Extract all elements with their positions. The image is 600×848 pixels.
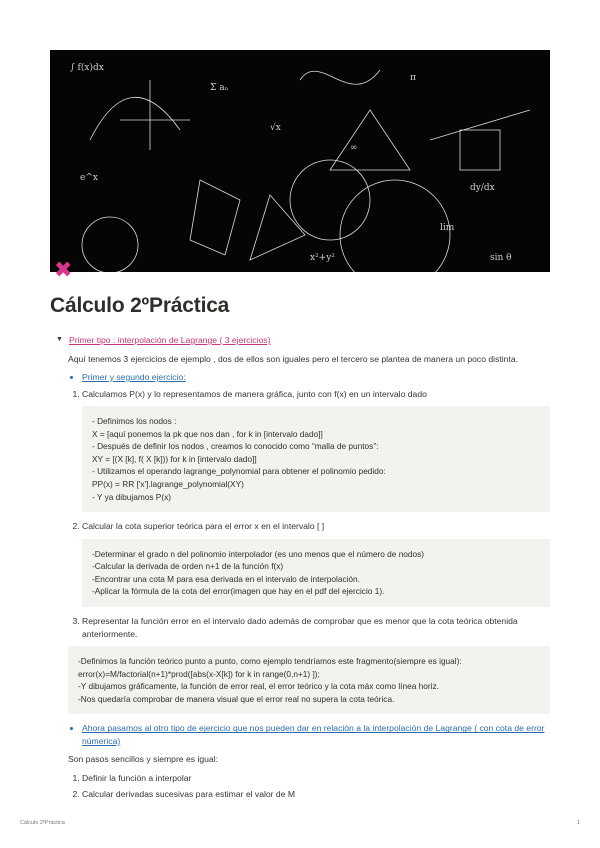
toggle-triangle-icon[interactable]: ▼ <box>56 336 63 343</box>
steps-list-2 <box>68 772 550 801</box>
code-line: -Aplicar la fórmula de la cota del error(imagen que hay en el pdf del ejercicio 1). <box>92 586 385 597</box>
bullet-list-2 <box>68 722 550 747</box>
page-number: 1 <box>576 820 580 826</box>
bullet-list <box>68 371 550 384</box>
step-1-text: Calculamos P(x) y lo representamos de manera gráfica, junto con f(x) en un intervalo dado <box>82 388 427 399</box>
code-line: - Definimos los nodos : <box>92 416 177 426</box>
cover-image <box>50 50 550 272</box>
cover-formula: √x <box>270 123 281 133</box>
code-block-3 <box>68 646 550 714</box>
code-line: - Y ya dibujamos P(x) <box>92 491 172 502</box>
code-block-1 <box>82 406 550 512</box>
footer-title: Cálculo 2ºPráctica <box>20 820 65 826</box>
cover-formula: dy/dx <box>470 183 495 193</box>
cover-formula: Σ aₙ <box>210 83 229 93</box>
toggle-title[interactable]: Primer tipo : interpolación de Lagrange ( 3 ejercicios) <box>69 335 271 345</box>
list-item: 1. Definir la función a interpolar <box>82 772 550 785</box>
code-line: -Y dibujamos gráficamente, la función de error real, el error teórico y la cota máx como línea horiz. <box>78 681 439 692</box>
toggle-block[interactable] <box>56 334 550 347</box>
link-second-type[interactable]: Ahora pasamos al otro tipo de ejercicio que nos pueden dar en relación a la interpolación de Lagrange ( con cota de error númerica) <box>82 723 545 746</box>
page-title: Cálculo 2ºPráctica <box>50 294 230 317</box>
step-3-text: Representar la función error en el intervalo dado además de comprobar que es menor que la cota teórica obtenida anteriormente. <box>82 616 518 639</box>
steps-list <box>68 388 550 641</box>
code-line: X = [aquí ponemos la pk que nos dan , for k in [intervalo dado]] <box>92 428 323 439</box>
code-block-2 <box>82 539 550 607</box>
page-icon: ✖ <box>54 257 73 282</box>
code-line: -Determinar el grado n del polinomio interpolador (es uno menos que el número de nodos) <box>92 548 425 559</box>
cover-formula: π <box>410 73 416 83</box>
cover-formula: e^x <box>80 173 98 183</box>
toggle-content <box>68 353 550 801</box>
code-line: - Utilizamos el operando lagrange_polynomial para obtener el polinomio pedido: <box>92 466 386 477</box>
code-line: error(x)=M/factorial(n+1)*prod([abs(x-X[k]) for k in range(0,n+1) ]); <box>78 668 320 679</box>
paragraph-2: Son pasos sencillos y siempre es igual: <box>68 754 218 765</box>
code-line: PP(x) = RR ['x'].lagrange_polynomial(XY) <box>92 478 244 489</box>
code-line: XY = [(X [k], f( X [k])) for k in [intervalo dado]] <box>92 453 257 464</box>
cover-formula: sin θ <box>490 253 512 263</box>
code-line: -Encontrar una cota M para esa derivada en el intervalo de interpolación. <box>92 573 360 584</box>
code-line: - Después de definir los nodos , creamos lo conocido como “malla de puntos”: <box>92 441 379 452</box>
step-3 <box>82 615 550 640</box>
step-2 <box>82 520 550 607</box>
cover-formula: x²+y² <box>310 253 335 263</box>
step-2-text: Calcular la cota superior teórica para el error x en el intervalo [ ] <box>82 521 325 532</box>
link-first-exercise[interactable]: Primer y segundo ejercicio: <box>82 372 186 382</box>
cover-formula: ∫ f(x)dx <box>70 63 104 73</box>
cover-formula: ∞ <box>350 143 358 153</box>
intro-paragraph: Aquí tenemos 3 ejercicios de ejemplo , dos de ellos son iguales pero el tercero se plantea de manera un poco distinta. <box>68 353 519 364</box>
code-line: -Definimos la función teórico punto a punto, como ejemplo tendríamos este fragmento(siempre es igual): <box>78 656 462 667</box>
step-1 <box>82 388 550 513</box>
cover-formula: lim <box>440 223 455 233</box>
list-item: 2. Calcular derivadas sucesivas para estimar el valor de M <box>82 788 550 801</box>
code-line: -Calcular la derivada de orden n+1 de la función f(x) <box>92 561 284 572</box>
code-line: -Nos quedaría comprobar de manera visual que el error real no supera la cota teórica. <box>78 693 395 704</box>
page-content <box>56 334 550 805</box>
